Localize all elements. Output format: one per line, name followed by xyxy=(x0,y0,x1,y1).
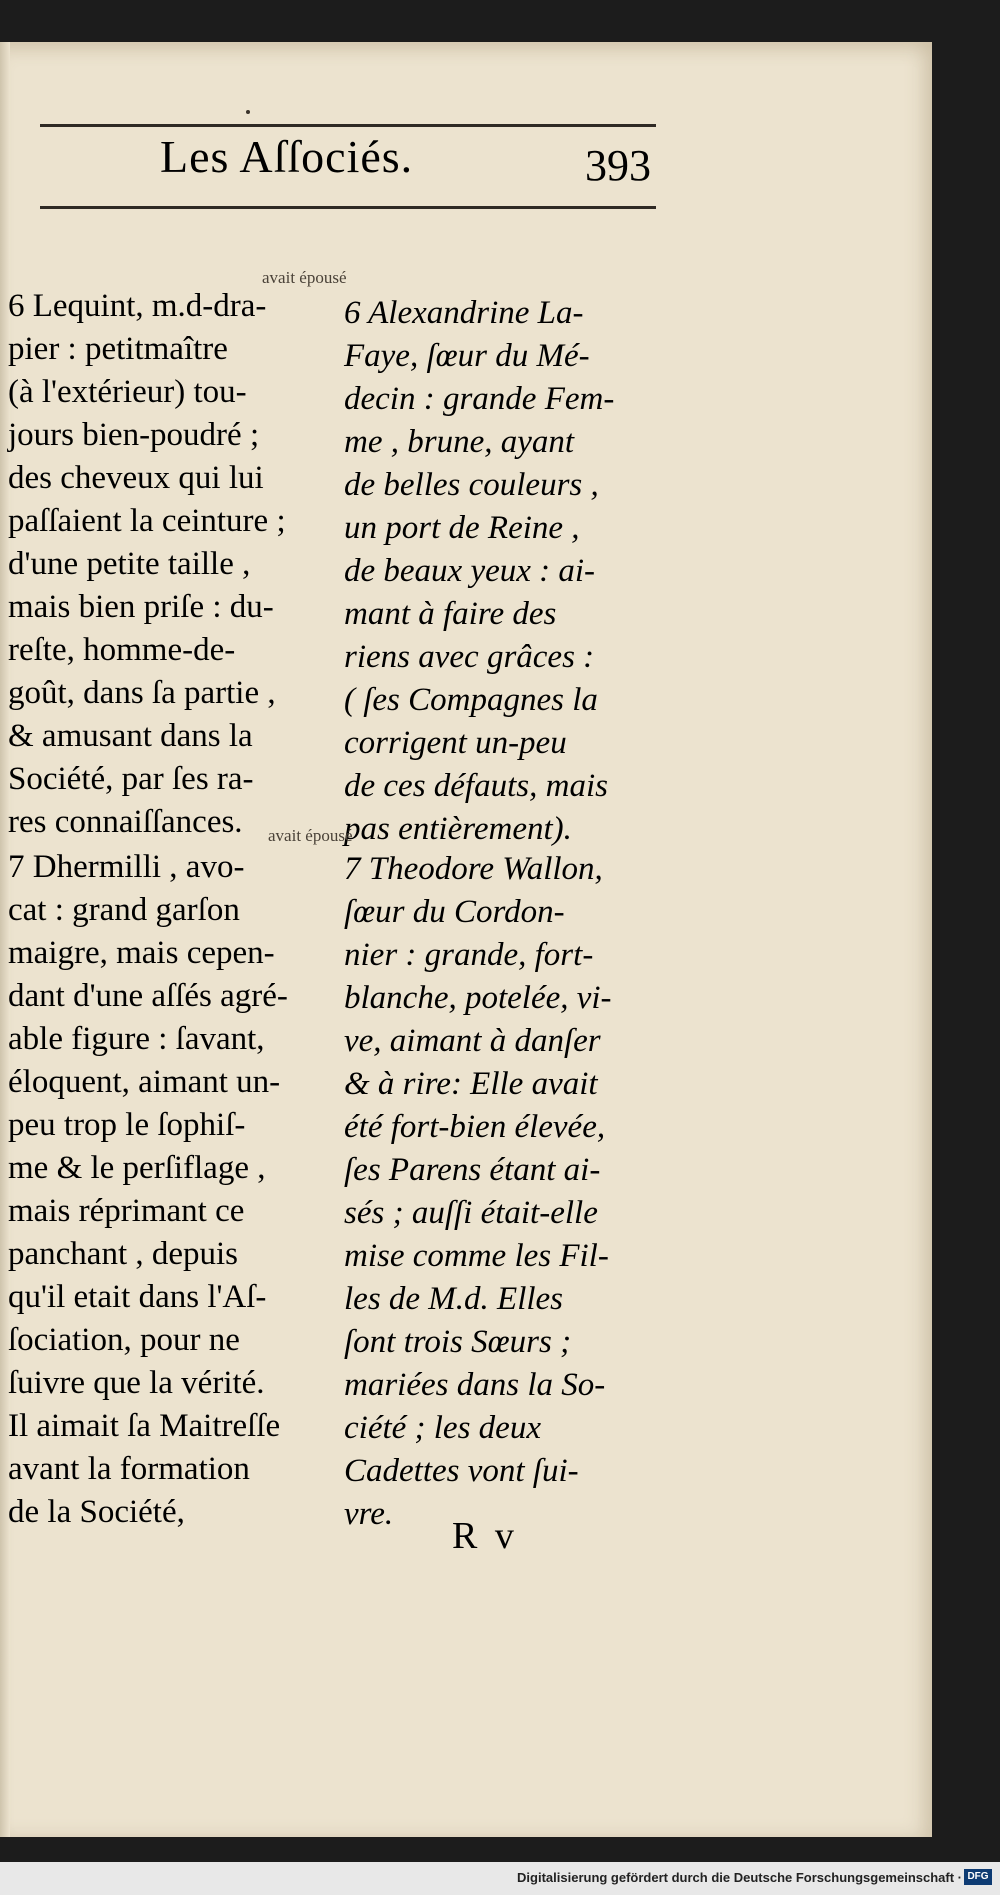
text-line: éloquent, aimant un- xyxy=(8,1064,281,1100)
entry-7-right-column xyxy=(344,848,664,1536)
marginal-note: avait épousé xyxy=(268,826,353,845)
entry-6-right-column xyxy=(344,292,664,851)
text-line: dant d'une aſſés agré- xyxy=(8,978,288,1014)
text-line: qu'il etait dans l'Aſ- xyxy=(8,1279,267,1315)
text-line: ſont trois Sœurs ; xyxy=(344,1324,572,1360)
text-line: Cadettes vont ſui- xyxy=(344,1453,579,1489)
text-line: cat : grand garſon xyxy=(8,892,240,928)
text-line: de la Société, xyxy=(8,1494,185,1530)
text-line: Il aimait ſa Maitreſſe xyxy=(8,1408,281,1444)
text-line: mise comme les Fil- xyxy=(344,1238,609,1274)
marginal-note: avait épousé xyxy=(262,268,347,287)
text-line: avant la formation xyxy=(8,1451,250,1487)
text-line: 6 Lequint, m.d-dra- xyxy=(8,288,267,324)
text-line: des cheveux qui lui xyxy=(8,460,264,496)
text-line: Faye, ſœur du Mé- xyxy=(344,338,590,374)
text-line: de belles couleurs , xyxy=(344,467,599,503)
text-line: de beaux yeux : ai- xyxy=(344,553,596,589)
text-line: blanche, potelée, vi- xyxy=(344,980,612,1016)
text-line: & à rire: Elle avait xyxy=(344,1066,598,1102)
page-number: 393 xyxy=(585,141,651,190)
entry-7-left-column xyxy=(8,846,326,1534)
digitization-footer xyxy=(0,1862,1000,1895)
text-line: peu trop le ſophiſ- xyxy=(8,1107,246,1143)
header-rule-bottom xyxy=(40,206,656,209)
text-line: d'une petite taille , xyxy=(8,546,251,582)
text-line: me & le perſiflage , xyxy=(8,1150,266,1186)
text-line: mant à faire des xyxy=(344,596,557,632)
text-line: maigre, mais cepen- xyxy=(8,935,275,971)
text-line: paſſaient la ceinture ; xyxy=(8,503,286,539)
text-line: pier : petitmaître xyxy=(8,331,228,367)
text-line: mais réprimant ce xyxy=(8,1193,245,1229)
text-line: ve, aimant à danſer xyxy=(344,1023,601,1059)
text-line: reſte, homme-de- xyxy=(8,632,236,668)
text-line: able figure : ſavant, xyxy=(8,1021,265,1057)
text-line: riens avec grâces : xyxy=(344,639,595,675)
text-line: mariées dans la So- xyxy=(344,1367,606,1403)
ink-dot xyxy=(246,110,250,114)
funding-notice: Digitalisierung gefördert durch die Deutsche Forschungsgemeinschaft · xyxy=(517,1870,962,1885)
text-line: nier : grande, fort- xyxy=(344,937,594,973)
text-line: res connaiſſances. xyxy=(8,804,243,840)
running-header-title: Les Aſſociés. xyxy=(160,131,414,182)
text-line: panchant , depuis xyxy=(8,1236,239,1272)
dfg-logo[interactable]: DFG xyxy=(964,1869,992,1885)
text-line: ſes Parens étant ai- xyxy=(344,1152,601,1188)
text-line: ſociation, pour ne xyxy=(8,1322,240,1358)
text-line: vre. xyxy=(344,1496,394,1532)
text-line: me , brune, ayant xyxy=(344,424,575,460)
text-line: un port de Reine , xyxy=(344,510,580,546)
text-line: sés ; auſſi était-elle xyxy=(344,1195,598,1231)
text-line: 7 Dhermilli , avo- xyxy=(8,849,245,885)
text-line: mais bien priſe : du- xyxy=(8,589,274,625)
text-line: ( ſes Compagnes la xyxy=(344,682,598,718)
header-rule-top xyxy=(40,124,656,127)
text-line: jours bien-poudré ; xyxy=(8,417,260,453)
text-line: été fort-bien élevée, xyxy=(344,1109,606,1145)
text-line: corrigent un-peu xyxy=(344,725,567,761)
text-line: Société, par ſes ra- xyxy=(8,761,254,797)
text-line: & amusant dans la xyxy=(8,718,253,754)
entry-6-left-column xyxy=(8,285,326,844)
text-line: goût, dans ſa partie , xyxy=(8,675,276,711)
text-line: ſœur du Cordon- xyxy=(344,894,565,930)
printer-signature-mark: R v xyxy=(452,1515,518,1557)
text-line: les de M.d. Elles xyxy=(344,1281,564,1317)
text-line: pas entièrement). xyxy=(344,811,572,847)
text-line: decin : grande Fem- xyxy=(344,381,615,417)
text-line: ſuivre que la vérité. xyxy=(8,1365,265,1401)
text-line: (à l'extérieur) tou- xyxy=(8,374,247,410)
text-line: 7 Theodore Wallon, xyxy=(344,851,603,887)
text-line: ciété ; les deux xyxy=(344,1410,541,1446)
text-line: 6 Alexandrine La- xyxy=(344,295,584,331)
text-line: de ces défauts, mais xyxy=(344,768,608,804)
